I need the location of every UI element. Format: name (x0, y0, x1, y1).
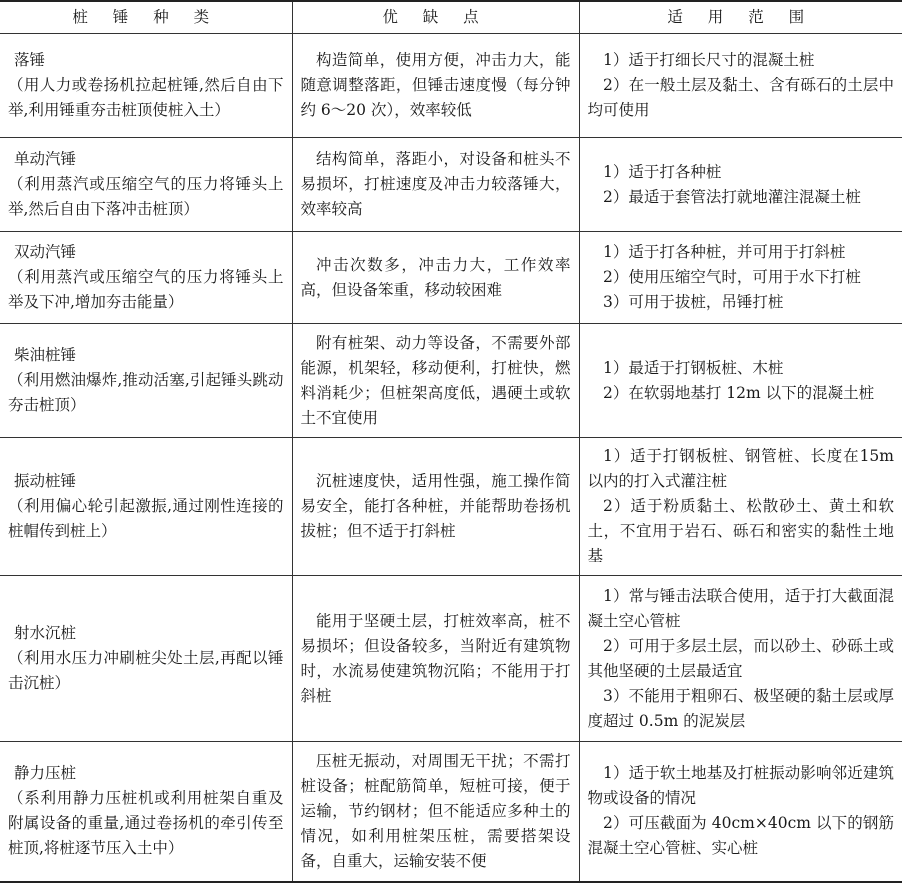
hammer-name: 单动汽锤 (14, 150, 77, 168)
pros-cons-cell: 压桩无振动，对周围无干扰；不需打桩设备；桩配筋简单，短桩可接，便于运输，节约钢材；但不能适应多种土的情况，如利用桩架压桩，需要搭架设备，自重大，运输安装不便 (292, 742, 579, 882)
pros-cons-cell: 能用于坚硬土层，打桩效率高，桩不易损坏；但设备较多，当附近有建筑物时，水流易使建筑物沉陷；不能用于打斜桩 (292, 576, 579, 742)
scope-item: 1）适于打各种桩 (603, 162, 722, 181)
hammer-type-cell (0, 324, 292, 438)
scope-item: 1）适于打钢板桩、钢管桩、长度在15m 以内的打入式灌注桩 (587, 447, 894, 490)
scope-item: 2）最适于套管法打就地灌注混凝土桩 (603, 187, 861, 206)
hammer-description: （利用偏心轮引起激振,通过刚性连接的桩帽传到桩上） (8, 497, 284, 540)
pros-cons-cell: 构造简单，使用方便，冲击力大，能随意调整落距，但锤击速度慢（每分钟约 6～20 次），效率较低 (292, 34, 579, 138)
hammer-name: 双动汽锤 (14, 243, 77, 261)
hammer-type-cell (0, 576, 292, 742)
table-row (0, 438, 902, 576)
header-row (0, 1, 902, 34)
header-type: 桩 锤 种 类 (0, 1, 292, 34)
table-row (0, 324, 902, 438)
scope-cell (579, 34, 902, 138)
hammer-type-cell (0, 438, 292, 576)
hammer-name: 落锤 (14, 51, 46, 69)
scope-item: 1）常与锤击法联合使用，适于打大截面混凝土空心管桩 (587, 586, 894, 630)
scope-cell (579, 232, 902, 324)
hammer-name: 射水沉桩 (14, 624, 77, 642)
hammer-name: 振动桩锤 (14, 472, 77, 490)
table-row (0, 576, 902, 742)
scope-item: 2）在一般土层及黏土、含有砾石的土层中均可使用 (587, 76, 894, 119)
scope-item: 2）可用于多层土层，而以砂土、砂砾土或其他坚硬的土层最适宜 (587, 636, 894, 680)
scope-item: 2）在软弱地基打 12m 以下的混凝土桩 (603, 383, 875, 402)
scope-item: 3）不能用于粗卵石、极坚硬的黏土层或厚度超过 0.5m 的泥炭层 (587, 686, 894, 730)
hammer-description: （用人力或卷扬机拉起桩锤,然后自由下举,利用锤重夯击桩顶使桩入土） (8, 76, 284, 119)
scope-item: 1）适于打细长尺寸的混凝土桩 (603, 51, 815, 69)
scope-item: 2）适于粉质黏土、松散砂土、黄土和软土，不宜用于岩石、砾石和密实的黏性土地基 (587, 497, 894, 565)
hammer-type-cell (0, 232, 292, 324)
hammer-description: （利用燃油爆炸,推动活塞,引起锤头跳动夯击桩顶） (8, 371, 284, 414)
hammer-description: （利用水压力冲刷桩尖处土层,再配以锤击沉桩） (8, 649, 284, 692)
scope-cell (579, 742, 902, 882)
scope-cell (579, 138, 902, 232)
scope-item: 1）最适于打钢板桩、木桩 (603, 358, 784, 377)
header-scope: 适 用 范 围 (579, 1, 902, 34)
pros-cons-cell: 结构简单，落距小，对设备和桩头不易损坏，打桩速度及冲击力较落锤大，效率较高 (292, 138, 579, 232)
scope-item: 2）使用压缩空气时，可用于水下打桩 (603, 268, 861, 286)
table-row (0, 742, 902, 882)
hammer-name: 静力压桩 (14, 764, 77, 783)
scope-cell (579, 438, 902, 576)
scope-item: 3）可用于拔桩，吊锤打桩 (603, 293, 784, 311)
table-row (0, 34, 902, 138)
scope-cell (579, 324, 902, 438)
scope-item: 2）可压截面为 40cm×40cm 以下的钢筋混凝土空心管桩、实心桩 (587, 814, 894, 858)
scope-item: 1）适于打各种桩，并可用于打斜桩 (603, 243, 846, 261)
table-row (0, 138, 902, 232)
hammer-name: 柴油桩锤 (14, 346, 77, 364)
pros-cons-cell: 冲击次数多，冲击力大，工作效率高，但设备笨重，移动较困难 (292, 232, 579, 324)
hammer-type-cell (0, 34, 292, 138)
scope-item: 1）适于软土地基及打桩振动影响邻近建筑物或设备的情况 (587, 764, 894, 808)
hammer-description: （利用蒸汽或压缩空气的压力将锤头上举及下冲,增加夯击能量） (8, 268, 284, 311)
hammer-type-cell (0, 138, 292, 232)
table-row (0, 232, 902, 324)
header-pros-cons: 优 缺 点 (292, 1, 579, 34)
pros-cons-cell: 沉桩速度快，适用性强，施工操作简易安全，能打各种桩，并能帮助卷扬机拔桩；但不适于打斜桩 (292, 438, 579, 576)
scope-cell (579, 576, 902, 742)
hammer-description: （系利用静力压桩机或利用桩架自重及附属设备的重量,通过卷扬机的牵引传至桩顶,将桩逐节压入土中） (8, 789, 284, 858)
pros-cons-cell: 附有桩架、动力等设备，不需要外部能源，机架轻，移动便利，打桩快，燃料消耗少；但桩架高度低，遇硬土或软土不宜使用 (292, 324, 579, 438)
hammer-description: （利用蒸汽或压缩空气的压力将锤头上举,然后自由下落冲击桩顶） (8, 175, 284, 218)
hammer-type-cell (0, 742, 292, 882)
